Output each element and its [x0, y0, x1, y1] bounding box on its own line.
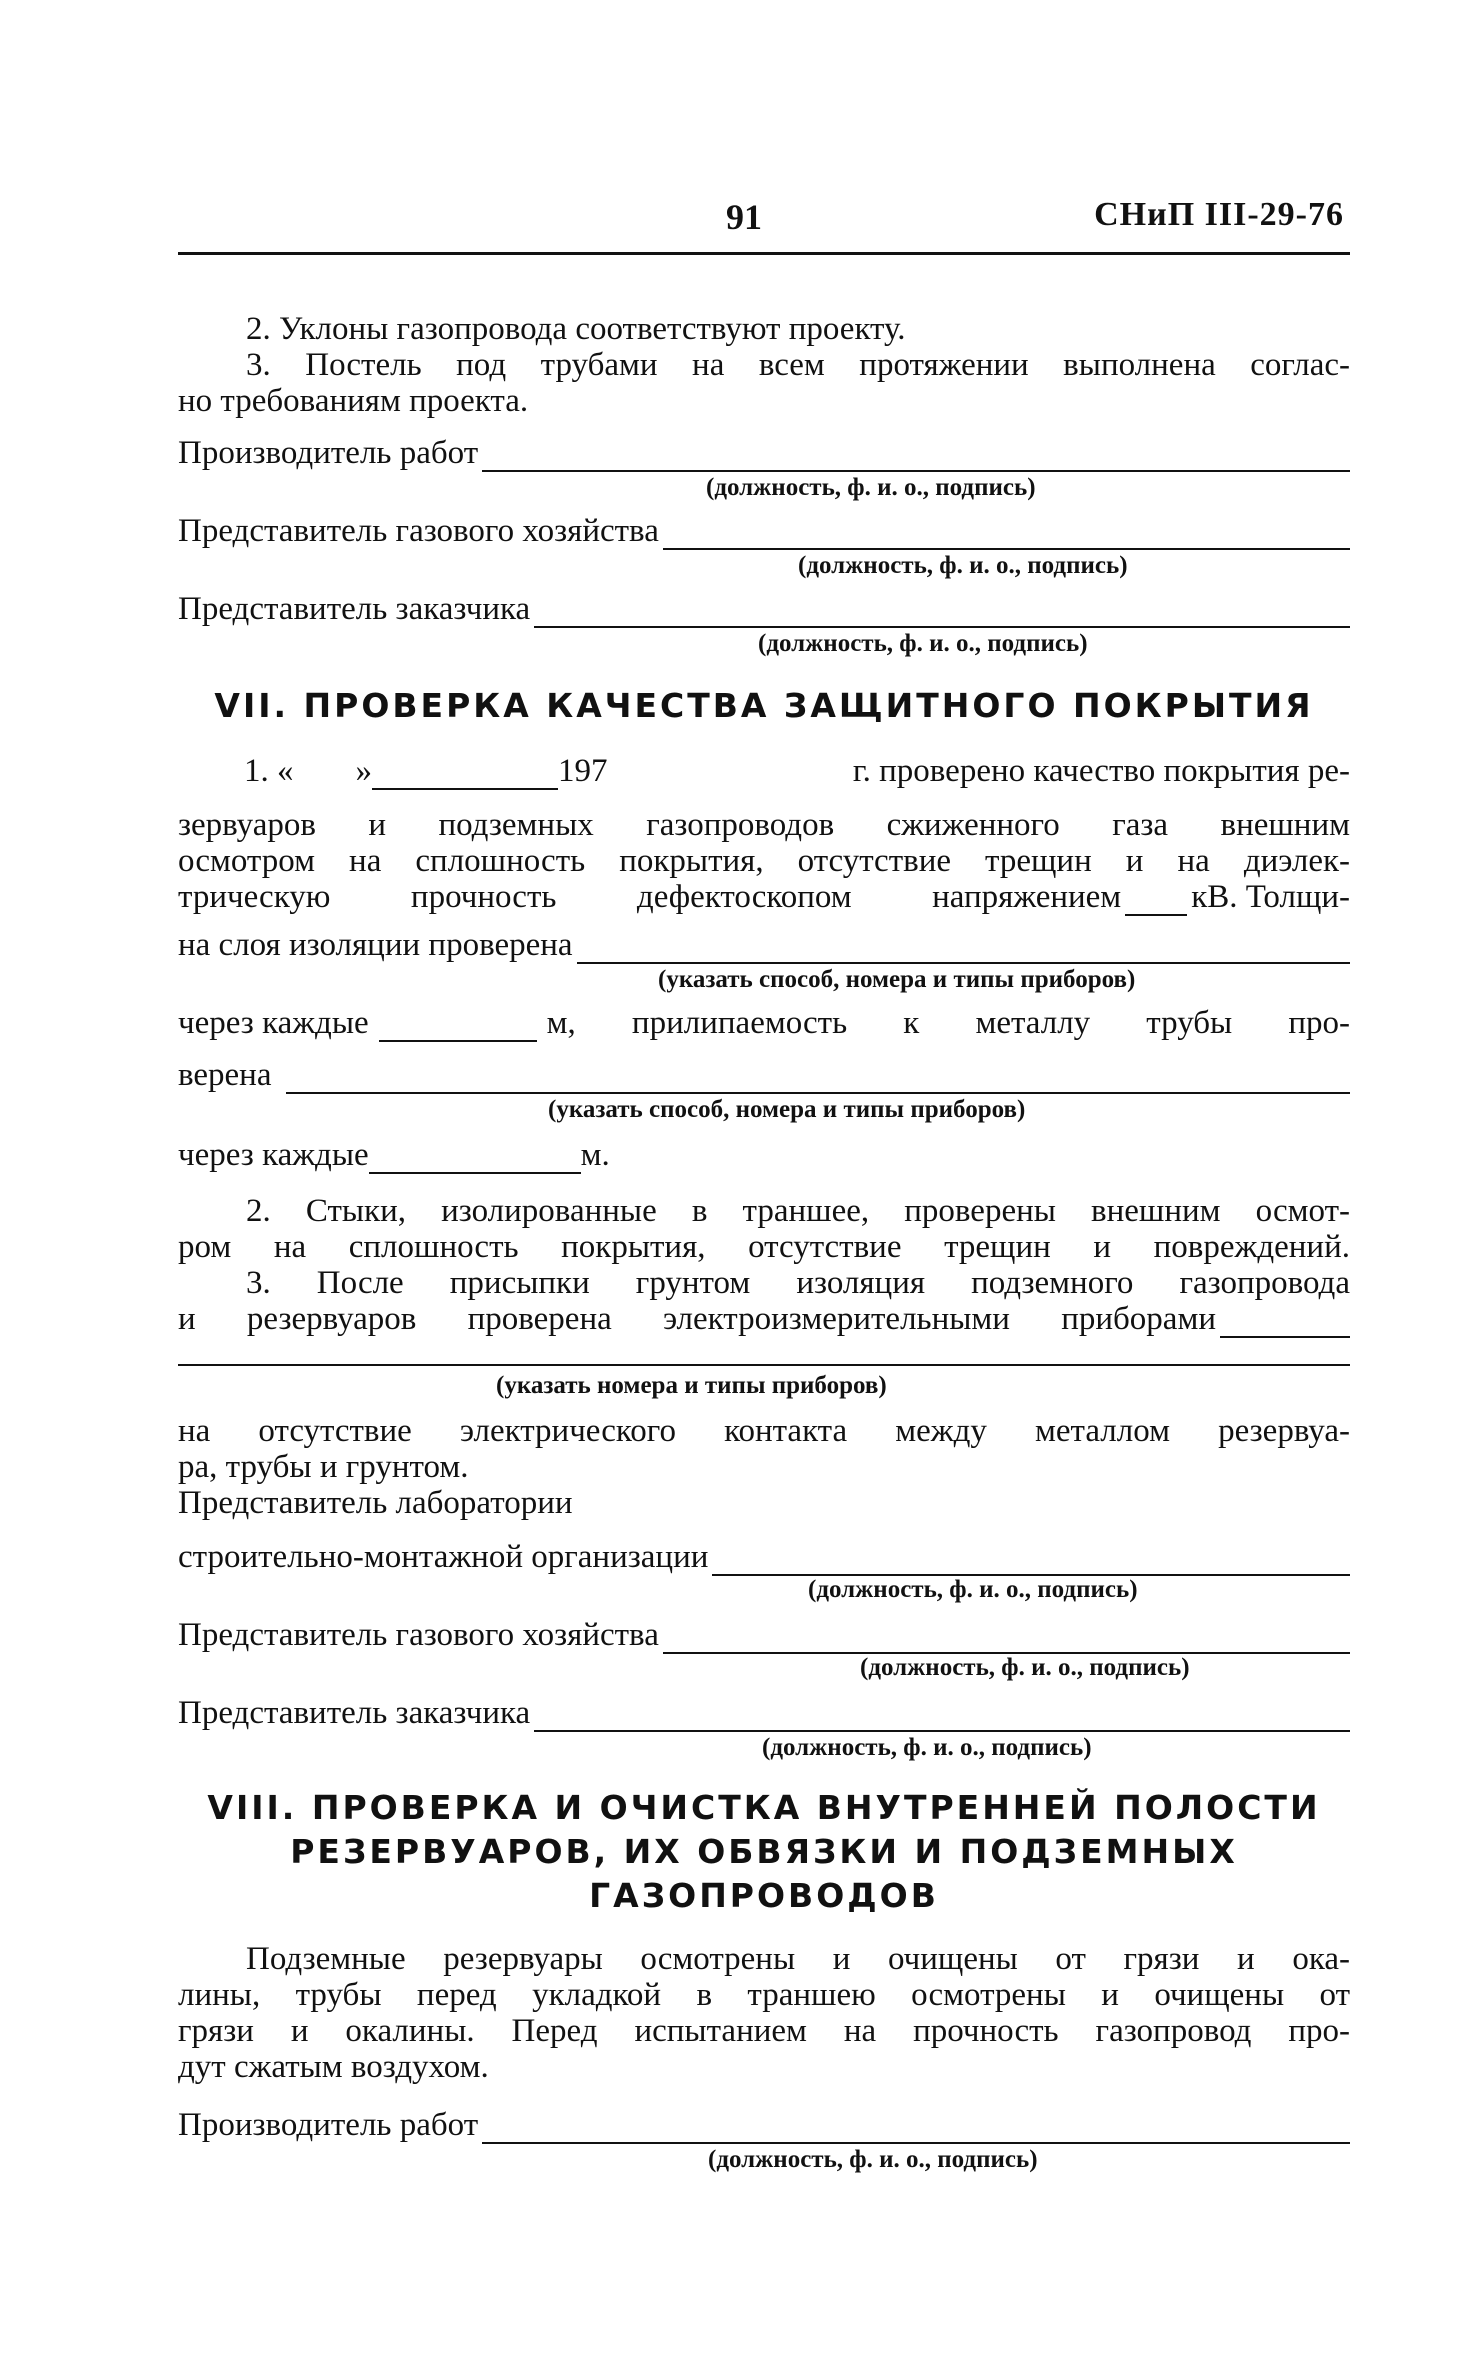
section-7-p1-line3: осмотром на сплошность покрытия, отсутствие трещин и на диэлек-: [178, 843, 1350, 879]
document-page: [178, 0, 1350, 2363]
interval-field[interactable]: [369, 1142, 581, 1174]
section-7-p3-line4: ра, трубы и грунтом.: [178, 1449, 469, 1485]
signature-customer-rep-2: Представитель заказчика: [178, 1692, 1350, 1732]
signature-caption: (должность, ф. и. о., подпись): [706, 474, 1036, 501]
section-7-p1-line1: [244, 752, 1350, 790]
quote-open: 1. «: [244, 753, 294, 789]
signature-field[interactable]: [482, 2112, 1350, 2144]
devices-caption: (указать способ, номера и типы приборов): [548, 1096, 1026, 1123]
signature-field[interactable]: [712, 1544, 1350, 1576]
section-7-p3-line2: и резервуаров проверена электроизмерительными приборами: [178, 1300, 1350, 1338]
every-line: через каждые м.: [178, 1137, 610, 1173]
signature-caption: (должность, ф. и. о., подпись): [798, 552, 1128, 579]
signature-field[interactable]: [663, 1622, 1350, 1654]
page-header: [178, 196, 1350, 244]
thickness-method-field[interactable]: [577, 932, 1350, 964]
signature-field[interactable]: [482, 440, 1350, 472]
section-7-p1-line2: зервуаров и подземных газопроводов сжиженного газа внешним: [178, 807, 1350, 843]
signature-label: Производитель работ: [178, 435, 479, 471]
section-8-p-line1: Подземные резервуары осмотрены и очищены от грязи и ока-: [246, 1941, 1350, 1977]
signature-field[interactable]: [534, 596, 1350, 628]
section-7-title: VII. ПРОВЕРКА КАЧЕСТВА ЗАЩИТНОГО ПОКРЫТИЯ: [214, 686, 1314, 725]
item-2: 2. Уклоны газопровода соответствуют проекту.: [246, 311, 906, 347]
adhesion-method-field[interactable]: [286, 1062, 1351, 1094]
signature-label: Представитель газового хозяйства: [178, 513, 659, 549]
signature-caption: (должность, ф. и. о., подпись): [762, 1734, 1092, 1761]
signature-works-producer: [178, 432, 1350, 472]
section-8-title-line2: РЕЗЕРВУАРОВ, ИХ ОБВЯЗКИ И ПОДЗЕМНЫХ: [290, 1832, 1238, 1871]
date-field[interactable]: [372, 758, 558, 790]
quote-close: »: [355, 753, 372, 789]
section-8-title-line1: VIII. ПРОВЕРКА И ОЧИСТКА ВНУТРЕННЕЙ ПОЛОСТИ: [207, 1788, 1321, 1827]
lab-rep-line1: Представитель лаборатории: [178, 1485, 573, 1521]
adhesion-checked: верена: [178, 1054, 1350, 1094]
signature-caption: (должность, ф. и. о., подпись): [808, 1576, 1138, 1603]
signature-label: Представитель заказчика: [178, 591, 531, 627]
standard-code: СНиП III-29-76: [1094, 196, 1344, 233]
devices-caption: (указать способ, номера и типы приборов): [658, 966, 1136, 993]
signature-caption: (должность, ф. и. о., подпись): [758, 630, 1088, 657]
section-8-p-line2: лины, трубы перед укладкой в траншею осмотрены и очищены от: [178, 1977, 1350, 2013]
signature-field[interactable]: [534, 1700, 1350, 1732]
voltage-field[interactable]: [1125, 884, 1187, 916]
thickness-checked: на слоя изоляции проверена: [178, 924, 1350, 964]
section-7-p3-line3: на отсутствие электрического контакта между металлом резервуа-: [178, 1413, 1350, 1449]
signature-works-producer-2: Производитель работ: [178, 2104, 1350, 2144]
interval-field[interactable]: [379, 1010, 537, 1042]
numbers-caption: (указать номера и типы приборов): [496, 1372, 887, 1399]
adhesion-line: через каждые м, прилипаемость к металлу трубы про-: [178, 1005, 1350, 1041]
section-7-p1-line4: трическую прочность дефектоскопом напряжением кВ. Толщи-: [178, 879, 1350, 915]
section-8-title-line3: ГАЗОПРОВОДОВ: [589, 1876, 939, 1915]
signature-gas-rep: [178, 510, 1350, 550]
signature-lab-rep: строительно-монтажной организации: [178, 1536, 1350, 1576]
signature-customer-rep: [178, 588, 1350, 628]
section-8-p-line4: дут сжатым воздухом.: [178, 2049, 489, 2085]
header-rule: [178, 252, 1350, 255]
section-8-p-line3: грязи и окалины. Перед испытанием на прочность газопровод про-: [178, 2013, 1350, 2049]
section-7-p2-line2: ром на сплошность покрытия, отсутствие трещин и повреждений.: [178, 1229, 1350, 1265]
devices-field-rule[interactable]: [178, 1364, 1350, 1366]
signature-field[interactable]: [663, 518, 1350, 550]
page-number: 91: [726, 197, 762, 237]
year-prefix: 197: [558, 753, 608, 789]
signature-caption: (должность, ф. и. о., подпись): [708, 2146, 1038, 2173]
section-7-p3-line1: 3. После присыпки грунтом изоляция подземного газопровода: [246, 1265, 1350, 1301]
item-3-line-2: но требованиям проекта.: [178, 383, 529, 419]
item-3-line-1: 3. Постель под трубами на всем протяжении выполнена соглас-: [246, 347, 1350, 383]
p1-rest: г. проверено качество покрытия ре-: [852, 753, 1350, 789]
section-7-p2-line1: 2. Стыки, изолированные в траншее, проверены внешним осмот-: [246, 1193, 1350, 1229]
devices-field[interactable]: [1220, 1306, 1350, 1338]
signature-gas-rep-2: Представитель газового хозяйства: [178, 1614, 1350, 1654]
signature-caption: (должность, ф. и. о., подпись): [860, 1654, 1190, 1681]
